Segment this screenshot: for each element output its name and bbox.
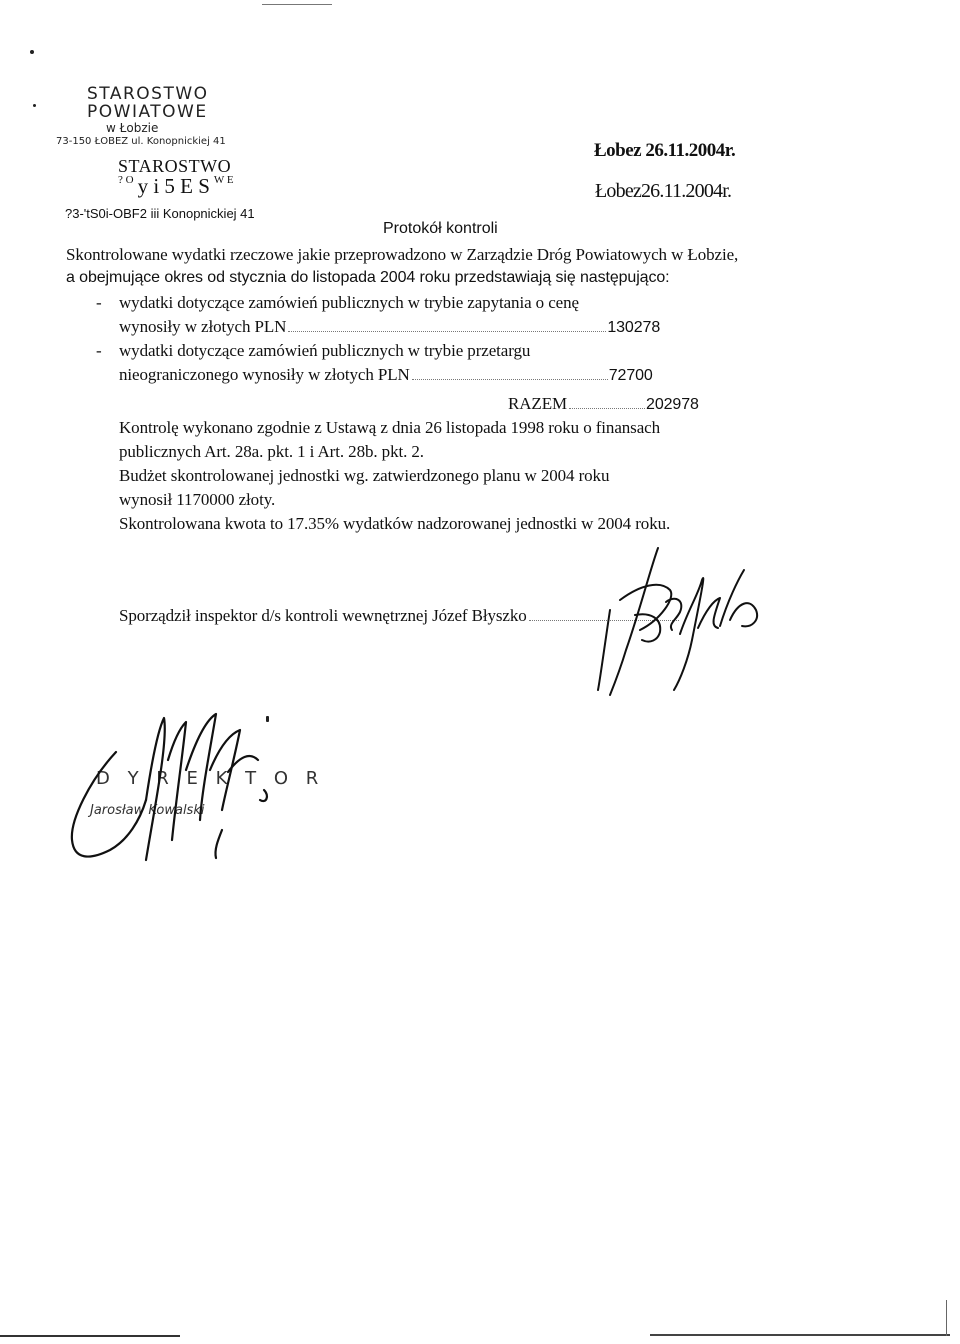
office-stamp — [56, 84, 226, 149]
stamp-line-address: 73-150 ŁOBEZ ul. Konopnickiej 41 — [56, 136, 226, 147]
paragraph-budget-1: Budżet skontrolowanej jednostki wg. zatwierdzonego planu w 2004 roku — [119, 466, 610, 485]
paragraph-percentage: Skontrolowana kwota to 17.35% wydatków nadzorowanej jednostki w 2004 roku. — [119, 514, 671, 533]
ocr-fragment-c: W E — [213, 174, 234, 186]
total-amount: 202978 — [646, 396, 699, 413]
director-signature — [50, 700, 310, 870]
item-1-description: wydatki dotyczące zamówień publicznych w trybie zapytania o cenę — [119, 293, 579, 312]
director-stamp-title: D Y R E K T O R — [96, 768, 325, 789]
item-1-dash: - — [96, 293, 102, 312]
paragraph-legal-basis-1: Kontrolę wykonano zgodnie z Ustawą z dnia 26 listopada 1998 roku o finansach — [119, 418, 660, 437]
ocr-fragment-a: ? O — [118, 174, 134, 186]
scan-speck — [30, 50, 34, 54]
item-1-label: wynosiły w złotych PLN — [119, 317, 287, 336]
total-line — [508, 394, 699, 414]
stamp-line-town: w Łobzie — [106, 121, 159, 135]
item-2-amount: 72700 — [608, 367, 653, 384]
item-2-dash: - — [96, 341, 102, 360]
item-2-label: nieograniczonego wynosiły w złotych PLN — [119, 365, 410, 384]
total-leader-dots — [569, 407, 645, 409]
item-2-leader-dots — [412, 378, 608, 380]
date-plain: Łobez26.11.2004r. — [595, 180, 732, 202]
stamp-line-starostwo: STAROSTWO — [87, 84, 209, 104]
scan-artifact-bottom-right — [650, 1334, 950, 1336]
item-2-description: wydatki dotyczące zamówień publicznych w trybie przetargu — [119, 341, 531, 360]
total-label: RAZEM — [508, 394, 568, 413]
director-stamp-name: Jarosław Kowalski — [90, 803, 205, 818]
ocr-header-line2 — [118, 174, 234, 199]
intro-line-2: a obejmujące okres od stycznia do listopada 2004 roku przedstawiają się następująco: — [66, 269, 670, 286]
scan-artifact-right-edge — [946, 1300, 947, 1336]
ocr-header-starostwo: STAROSTWO — [118, 156, 232, 176]
date-bold: Łobez 26.11.2004r. — [594, 140, 736, 161]
scan-artifact-top — [262, 4, 332, 5]
scan-speck — [266, 716, 269, 722]
item-1-amount-line — [119, 317, 660, 337]
item-1-amount: 130278 — [607, 319, 661, 336]
intro-line-1: Skontrolowane wydatki rzeczowe jakie przeprowadzono w Zarządzie Dróg Powiatowych w Łobzie, — [66, 245, 739, 264]
paragraph-legal-basis-2: publicznych Art. 28a. pkt. 1 i Art. 28b. pkt. 2. — [119, 442, 424, 461]
document-title: Protokół kontroli — [383, 220, 498, 237]
stamp-line-powiatowe: POWIATOWE — [87, 102, 208, 122]
scan-artifact-bottom-left — [0, 1335, 180, 1337]
inspector-signature — [580, 540, 780, 700]
item-2-amount-line — [119, 365, 653, 385]
signoff-text: Sporządził inspektor d/s kontroli wewnętrznej Józef Błyszko — [119, 606, 527, 625]
scan-speck — [33, 104, 36, 107]
item-1-leader-dots — [288, 330, 606, 332]
ocr-fragment-b: y i 5 E S — [137, 174, 210, 198]
ocr-header-address: ?3-'tS0i-OBF2 iii Konopnickiej 41 — [65, 206, 255, 221]
paragraph-budget-2: wynosił 1170000 złoty. — [119, 490, 276, 509]
